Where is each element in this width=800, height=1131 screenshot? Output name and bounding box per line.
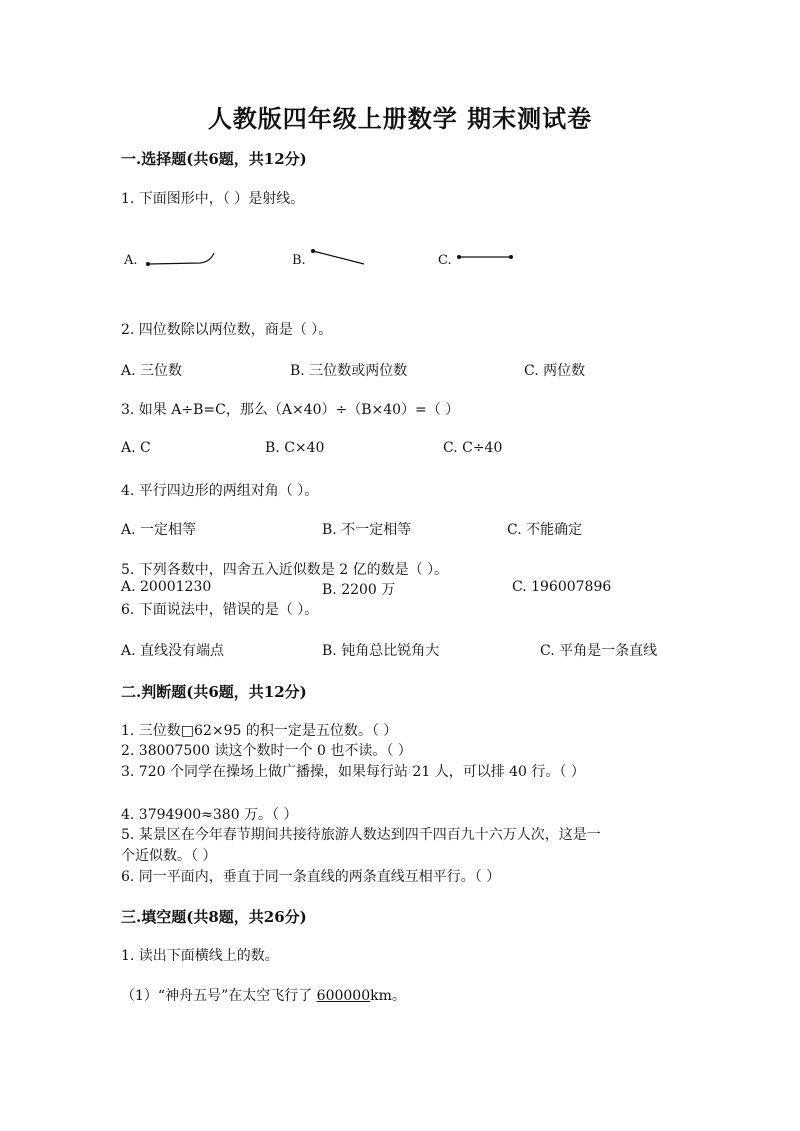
figure-label-b: B.: [292, 253, 306, 268]
question-stem: 4. 3794900≈380 万。（ ）: [121, 807, 298, 823]
curved-line: [148, 253, 214, 264]
option-b: B. 三位数或两位数: [290, 363, 408, 379]
question-stem: 4. 平行四边形的两组对角（ ）。: [121, 483, 319, 499]
section-heading-choice: 一.选择题(共6题，共12分): [121, 150, 307, 168]
question-stem: 6. 下面说法中，错误的是（ ）。: [121, 602, 319, 618]
question-stem: 3. 720 个同学在操场上做广播操，如果每行站 21 人，可以排 40 行。（ ）: [121, 764, 585, 780]
option-c: C. 不能确定: [507, 522, 583, 538]
question-stem: 2. 38007500 读这个数时一个 0 也不读。（ ）: [121, 743, 412, 759]
option-a: A. 20001230: [121, 579, 212, 595]
sub-question: [121, 985, 406, 1005]
option-a: A. 直线没有端点: [121, 643, 225, 659]
option-c: C. 两位数: [524, 363, 586, 379]
question-stem: 1. 三位数□62×95 的积一定是五位数。（ ）: [121, 723, 398, 739]
option-b: B. 不一定相等: [322, 522, 412, 538]
question-stem: 1. 下面图形中，（ ）是射线。: [121, 191, 305, 207]
question-stem: 3. 如果 A÷B=C，那么（A×40）÷（B×40）=（ ）: [121, 402, 460, 418]
question-stem-line2: 个近似数。（ ）: [121, 848, 217, 864]
underlined-number: 600000: [316, 988, 371, 1004]
question-stem: 6. 同一平面内，垂直于同一条直线的两条直线互相平行。（ ）: [121, 869, 501, 885]
section-heading-judgement: 二.判断题(共6题，共12分): [121, 683, 307, 701]
option-b: B. 钝角总比锐角大: [322, 643, 440, 659]
option-a: A. 三位数: [121, 363, 183, 379]
option-c: C. 196007896: [512, 579, 612, 595]
ray-figures: [110, 242, 670, 282]
question-stem: 2. 四位数除以两位数，商是（ ）。: [121, 322, 333, 338]
endpoint-dot: [509, 255, 513, 259]
question-stem: 1. 读出下面横线上的数。: [121, 948, 279, 964]
ray-line: [313, 251, 364, 264]
page-title: 人教版四年级上册数学 期末测试卷: [207, 104, 593, 133]
option-b: B. C×40: [265, 440, 325, 456]
question-stem: 5. 下列各数中，四舍五入近似数是 2 亿的数是（ ）。: [121, 562, 449, 578]
sub-question-text: （1）“神舟五号”在太空飞行了: [121, 988, 317, 1004]
figure-label-c: C.: [438, 253, 452, 268]
option-b: B. 2200 万: [322, 582, 396, 598]
option-a: A. C: [121, 440, 151, 456]
section-heading-fill-blank: 三.填空题(共8题，共26分): [121, 908, 307, 926]
option-c: C. 平角是一条直线: [540, 643, 658, 659]
unit-text: km。: [370, 988, 406, 1004]
question-stem-line1: 5. 某景区在今年春节期间共接待旅游人数达到四千四百九十六万人次，这是一: [121, 827, 601, 843]
figure-label-a: A.: [124, 253, 138, 268]
option-c: C. C÷40: [443, 440, 503, 456]
option-a: A. 一定相等: [121, 522, 197, 538]
